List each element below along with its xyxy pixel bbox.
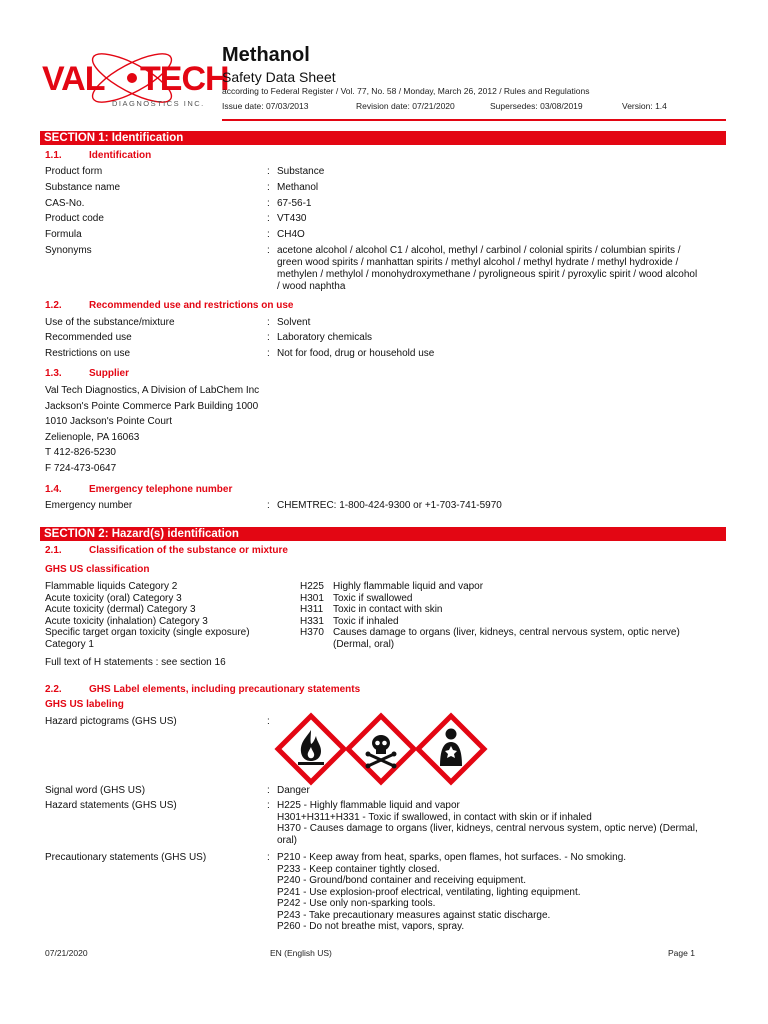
subsection-1-3-heading: 1.3. Supplier [45, 368, 130, 379]
document-subtitle: Safety Data Sheet [222, 69, 336, 85]
class-item: Acute toxicity (oral) Category 3 [45, 592, 182, 604]
supplier-street: 1010 Jackson's Pointe Court [45, 416, 172, 427]
ghs-class-list [45, 581, 250, 651]
class-item: Specific target organ toxicity (single exposure) [45, 627, 250, 639]
subsection-1-2-heading: 1.2. Recommended use and restrictions on use [45, 300, 294, 311]
version: Version: 1.4 [622, 101, 667, 111]
svg-text:VAL: VAL [42, 60, 105, 98]
subsection-2-2-heading: 2.2. GHS Label elements, including precautionary statements [45, 684, 361, 695]
supplier-fax: F 724-473-0647 [45, 463, 117, 474]
footer-page-number: Page 1 [668, 948, 695, 958]
document-title: Methanol [222, 44, 310, 66]
health-hazard-icon [418, 716, 484, 782]
footer-language: EN (English US) [270, 948, 332, 958]
h-statement-list [300, 581, 680, 651]
footer-date: 07/21/2020 [45, 948, 88, 958]
hazard-pictograms [276, 714, 486, 784]
h-statement-item: H311 Toxic in contact with skin [300, 604, 443, 616]
h-statement-item: H370 Causes damage to organs (liver, kidneys, central nervous system, optic nerve) [300, 627, 680, 639]
subsection-1-1-heading: 1.1. Identification [45, 150, 152, 161]
subsection-1-4-heading: 1.4. Emergency telephone number [45, 484, 233, 495]
supplier-phone: T 412-826-5230 [45, 447, 116, 458]
full-text-reference: Full text of H statements : see section 16 [45, 657, 226, 668]
section-2-header: SECTION 2: Hazard(s) identification [40, 527, 726, 541]
supplier-name: Val Tech Diagnostics, A Division of LabChem Inc [45, 385, 260, 396]
class-item: Acute toxicity (dermal) Category 3 [45, 604, 196, 616]
class-item: Acute toxicity (inhalation) Category 3 [45, 615, 208, 627]
hazard-statement-list: H225 - Highly flammable liquid and vapor H301+H311+H331 - Toxic if swallowed, in contact with skin or if inhaled H370 - Causes damage to organs (liver, kidneys, central nervous system, optic nerve) (Dermal, oral) [277, 800, 698, 846]
valtech-logo [40, 44, 229, 114]
regulation-reference: according to Federal Register / Vol. 77, No. 58 / Monday, March 26, 2012 / Rules and Regulations [222, 86, 590, 96]
precautionary-statement-list: P210 - Keep away from heat, sparks, open flames, hot surfaces. - No smoking. P233 - Keep container tightly closed. P240 - Ground/bond container and receiving equipment. P241 - Use explosion-proof electrical, ventilating, lighting equipment. P242 - Use only non-sparking tools. P243 - Take precautionary measures against static discharge. P260 - Do not breathe mist, vapors, spray. [277, 852, 627, 932]
svg-text:TECH: TECH [140, 60, 229, 98]
class-item: Category 1 [45, 638, 94, 650]
document-header [0, 0, 768, 120]
h-statement-item: H225 Highly flammable liquid and vapor [300, 581, 484, 592]
supplier-building: Jackson's Pointe Commerce Park Building 1000 [45, 401, 259, 412]
supersedes-date: Supersedes: 03/08/2019 [490, 101, 583, 111]
flame-icon [278, 716, 344, 782]
h-statement-cont: (Dermal, oral) [333, 638, 395, 650]
class-item: Flammable liquids Category 2 [45, 581, 178, 592]
svg-text:DIAGNOSTICS INC.: DIAGNOSTICS INC. [112, 99, 205, 108]
supplier-city: Zelienople, PA 16063 [45, 432, 140, 443]
section-1-header: SECTION 1: Identification [40, 131, 726, 145]
revision-date: Revision date: 07/21/2020 [356, 101, 455, 111]
h-statement-item: H331 Toxic if inhaled [300, 615, 399, 627]
skull-crossbones-icon [348, 716, 414, 782]
issue-date: Issue date: 07/03/2013 [222, 101, 309, 111]
ghs-classification-heading: GHS US classification [45, 564, 150, 575]
synonyms-list: acetone alcohol / alcohol C1 / alcohol, methyl / carbinol / colonial spirits / columbian spirits / green wood spirits / manhattan spirits / methyl alcohol / methyl hydrate / methyl hydroxide / methylen / methylol / monohydroxymethane / pyroligneous spirit / pyroxylic spirit / wood alcohol / wood naphtha [277, 245, 698, 292]
header-divider [222, 119, 726, 121]
h-statement-item: H301 Toxic if swallowed [300, 592, 413, 604]
ghs-labeling-heading: GHS US labeling [45, 699, 124, 710]
subsection-2-1-heading: 2.1. Classification of the substance or mixture [45, 545, 288, 556]
